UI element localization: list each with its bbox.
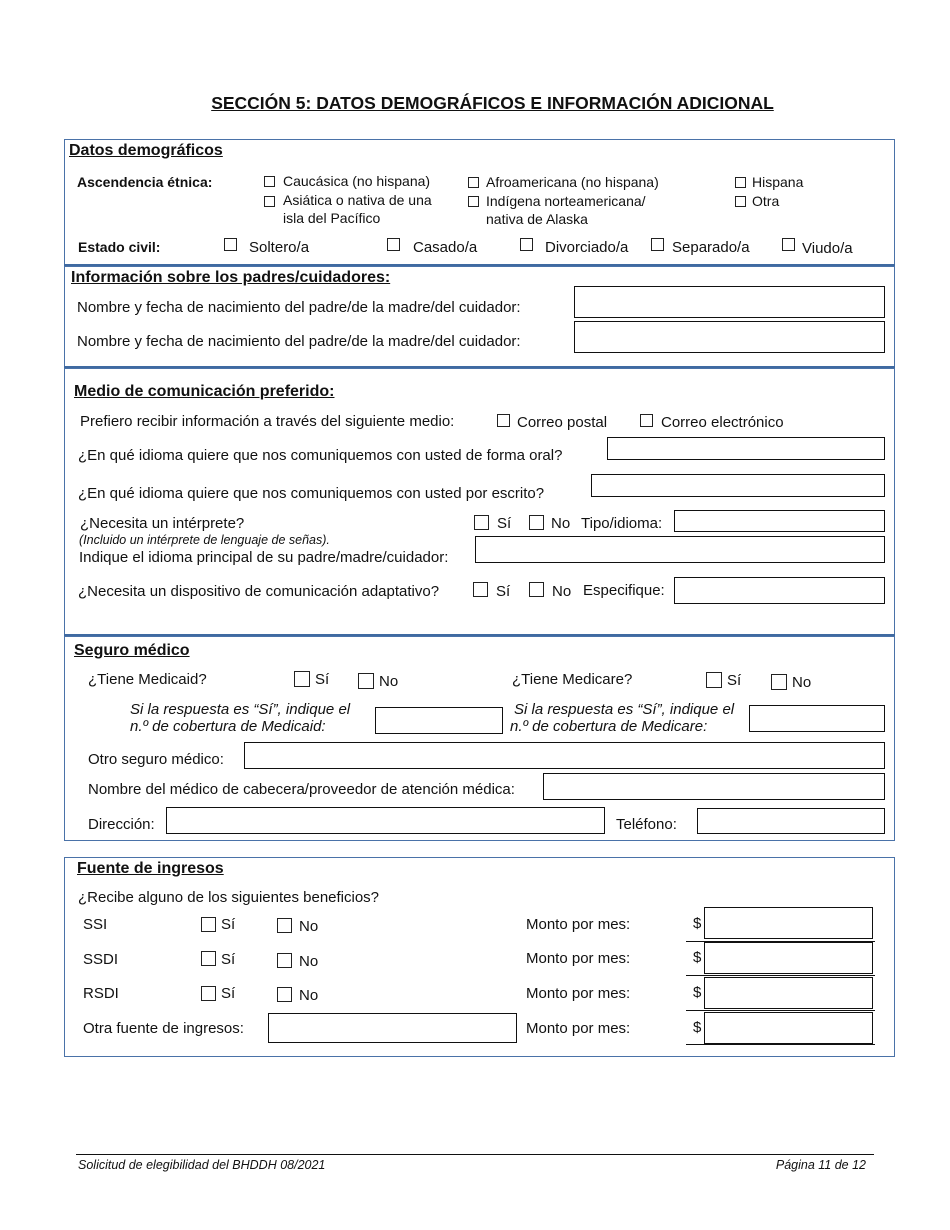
marital-status-label: Estado civil: xyxy=(78,239,161,255)
medicaid-no-checkbox[interactable] xyxy=(358,673,374,689)
ethnicity-otra-checkbox[interactable] xyxy=(735,196,746,207)
ethnicity-afro-checkbox[interactable] xyxy=(468,177,479,188)
ethnicity-asiatica-label: Asiática o nativa de una xyxy=(283,192,432,208)
ssi-no-label: No xyxy=(299,918,319,935)
phone-label: Teléfono: xyxy=(616,816,677,833)
medicaid-note: Si la respuesta es “Sí”, indique el xyxy=(130,701,351,718)
phone-input[interactable] xyxy=(697,808,885,834)
written-language-input[interactable] xyxy=(591,474,885,497)
benefit-rsdi-label: RSDI xyxy=(83,985,119,1002)
communication-heading: Medio de comunicación preferido: xyxy=(74,383,335,400)
benefit-ssdi-label: SSDI xyxy=(83,951,119,968)
ethnicity-otra-label: Otra xyxy=(752,193,780,209)
device-specify-label: Especifique: xyxy=(583,582,665,599)
footer-rule xyxy=(76,1154,874,1155)
other-insurance-label: Otro seguro médico: xyxy=(88,751,224,768)
medicare-yes-label: Sí xyxy=(727,672,742,689)
ethnicity-indigena-label-2: nativa de Alaska xyxy=(486,211,588,227)
email-checkbox[interactable] xyxy=(640,414,653,427)
ethnicity-hispana-label: Hispana xyxy=(752,174,804,190)
prefer-medium-label: Prefiero recibir información a través del siguiente medio: xyxy=(80,413,455,430)
rsdi-monthly-label: Monto por mes: xyxy=(526,985,631,1002)
device-specify-input[interactable] xyxy=(674,577,885,604)
address-label: Dirección: xyxy=(88,816,155,833)
other-income-label: Otra fuente de ingresos: xyxy=(83,1020,244,1037)
ethnicity-caucasica-label: Caucásica (no hispana) xyxy=(283,173,431,189)
parent2-name-dob-input[interactable] xyxy=(574,321,885,353)
benefits-question: ¿Recibe alguno de los siguientes beneficios? xyxy=(78,889,380,906)
ethnicity-asiatica-label-2: isla del Pacífico xyxy=(283,210,381,226)
ssdi-yes-checkbox[interactable] xyxy=(201,951,216,966)
medicaid-no-label: No xyxy=(379,673,399,690)
interpreter-yes-label: Sí xyxy=(497,515,512,532)
ssdi-no-checkbox[interactable] xyxy=(277,953,292,968)
marital-divorciado-checkbox[interactable] xyxy=(520,238,533,251)
ethnicity-hispana-checkbox[interactable] xyxy=(735,177,746,188)
parent-row1-label: Nombre y fecha de nacimiento del padre/de la madre/del cuidador: xyxy=(77,299,521,316)
marital-divorciado-label: Divorciado/a xyxy=(545,239,629,256)
ssi-monthly-label: Monto por mes: xyxy=(526,916,631,933)
other-monthly-label: Monto por mes: xyxy=(526,1020,631,1037)
email-label: Correo electrónico xyxy=(661,414,784,431)
device-no-label: No xyxy=(552,583,572,600)
other-currency: $ xyxy=(693,1019,702,1036)
medicare-label: ¿Tiene Medicare? xyxy=(512,671,633,688)
marital-soltero-checkbox[interactable] xyxy=(224,238,237,251)
rsdi-amount-input[interactable] xyxy=(704,977,873,1009)
footer-page-number: Página 11 de 12 xyxy=(775,1158,866,1172)
footer-left: Solicitud de elegibilidad del BHDDH 08/2021 xyxy=(78,1158,326,1172)
demographics-heading: Datos demográficos xyxy=(69,142,223,159)
interpreter-no-checkbox[interactable] xyxy=(529,515,544,530)
postal-label: Correo postal xyxy=(517,414,608,431)
parent-language-input[interactable] xyxy=(475,536,885,563)
other-insurance-input[interactable] xyxy=(244,742,885,769)
page-title: SECCIÓN 5: DATOS DEMOGRÁFICOS E INFORMACIÓN ADICIONAL xyxy=(211,93,774,113)
marital-casado-label: Casado/a xyxy=(413,239,478,256)
ssdi-amount-input[interactable] xyxy=(704,942,873,974)
medicaid-note-2: n.º de cobertura de Medicaid: xyxy=(130,718,326,735)
ethnicity-caucasica-checkbox[interactable] xyxy=(264,176,275,187)
medicare-no-label: No xyxy=(792,674,812,691)
insurance-heading: Seguro médico xyxy=(74,642,190,659)
interpreter-note: (Incluido un intérprete de lenguaje de señas). xyxy=(79,533,330,547)
ethnicity-indigena-checkbox[interactable] xyxy=(468,196,479,207)
device-no-checkbox[interactable] xyxy=(529,582,544,597)
marital-separado-checkbox[interactable] xyxy=(651,238,664,251)
ssi-yes-checkbox[interactable] xyxy=(201,917,216,932)
medicare-yes-checkbox[interactable] xyxy=(706,672,722,688)
ssi-currency: $ xyxy=(693,915,702,932)
ethnicity-label: Ascendencia étnica: xyxy=(77,174,213,190)
device-yes-label: Sí xyxy=(496,583,511,600)
ssi-amount-input[interactable] xyxy=(704,907,873,939)
ssdi-currency: $ xyxy=(693,949,702,966)
rsdi-yes-checkbox[interactable] xyxy=(201,986,216,1001)
medicaid-label: ¿Tiene Medicaid? xyxy=(88,671,207,688)
oral-language-label: ¿En qué idioma quiere que nos comuniquemos con usted de forma oral? xyxy=(78,447,563,464)
parent-language-label: Indique el idioma principal de su padre/madre/cuidador: xyxy=(79,549,449,566)
address-input[interactable] xyxy=(166,807,605,834)
ethnicity-indigena-label: Indígena norteamericana/ xyxy=(486,193,646,209)
interpreter-no-label: No xyxy=(551,515,571,532)
interpreter-type-input[interactable] xyxy=(674,510,885,532)
medicaid-number-input[interactable] xyxy=(375,707,503,734)
ssi-yes-label: Sí xyxy=(221,916,236,933)
marital-casado-checkbox[interactable] xyxy=(387,238,400,251)
other-amount-input[interactable] xyxy=(704,1012,873,1044)
doctor-name-input[interactable] xyxy=(543,773,885,800)
medicare-number-input[interactable] xyxy=(749,705,885,732)
marital-viudo-checkbox[interactable] xyxy=(782,238,795,251)
parent-row2-label: Nombre y fecha de nacimiento del padre/de la madre/del cuidador: xyxy=(77,333,521,350)
income-heading: Fuente de ingresos xyxy=(77,860,224,877)
rsdi-amount-underline xyxy=(686,1010,875,1011)
other-amount-underline xyxy=(686,1044,875,1045)
ssdi-yes-label: Sí xyxy=(221,951,236,968)
medicaid-yes-label: Sí xyxy=(315,671,330,688)
ssdi-amount-underline xyxy=(686,975,875,976)
marital-soltero-label: Soltero/a xyxy=(249,239,310,256)
rsdi-currency: $ xyxy=(693,984,702,1001)
ssi-no-checkbox[interactable] xyxy=(277,918,292,933)
marital-separado-label: Separado/a xyxy=(672,239,750,256)
oral-language-input[interactable] xyxy=(607,437,885,460)
medicare-note: Si la respuesta es “Sí”, indique el xyxy=(514,701,735,718)
doctor-label: Nombre del médico de cabecera/proveedor de atención médica: xyxy=(88,781,515,798)
marital-viudo-label: Viudo/a xyxy=(802,240,853,257)
parents-heading: Información sobre los padres/cuidadores: xyxy=(71,269,391,286)
ssdi-no-label: No xyxy=(299,953,319,970)
rsdi-no-label: No xyxy=(299,987,319,1004)
medicaid-yes-checkbox[interactable] xyxy=(294,671,310,687)
interpreter-type-label: Tipo/idioma: xyxy=(581,515,663,532)
postal-checkbox[interactable] xyxy=(497,414,510,427)
interpreter-yes-checkbox[interactable] xyxy=(474,515,489,530)
benefit-ssi-label: SSI xyxy=(83,916,108,933)
interpreter-label: ¿Necesita un intérprete? xyxy=(80,515,245,532)
other-income-input[interactable] xyxy=(268,1013,517,1043)
medicare-no-checkbox[interactable] xyxy=(771,674,787,690)
ethnicity-asiatica-checkbox[interactable] xyxy=(264,196,275,207)
ethnicity-afro-label: Afroamericana (no hispana) xyxy=(486,174,659,190)
rsdi-no-checkbox[interactable] xyxy=(277,987,292,1002)
adaptive-device-label: ¿Necesita un dispositivo de comunicación adaptativo? xyxy=(78,583,440,600)
parent1-name-dob-input[interactable] xyxy=(574,286,885,318)
rsdi-yes-label: Sí xyxy=(221,985,236,1002)
device-yes-checkbox[interactable] xyxy=(473,582,488,597)
written-language-label: ¿En qué idioma quiere que nos comuniquemos con usted por escrito? xyxy=(78,485,545,502)
ssdi-monthly-label: Monto por mes: xyxy=(526,950,631,967)
medicare-note-2: n.º de cobertura de Medicare: xyxy=(510,718,708,735)
